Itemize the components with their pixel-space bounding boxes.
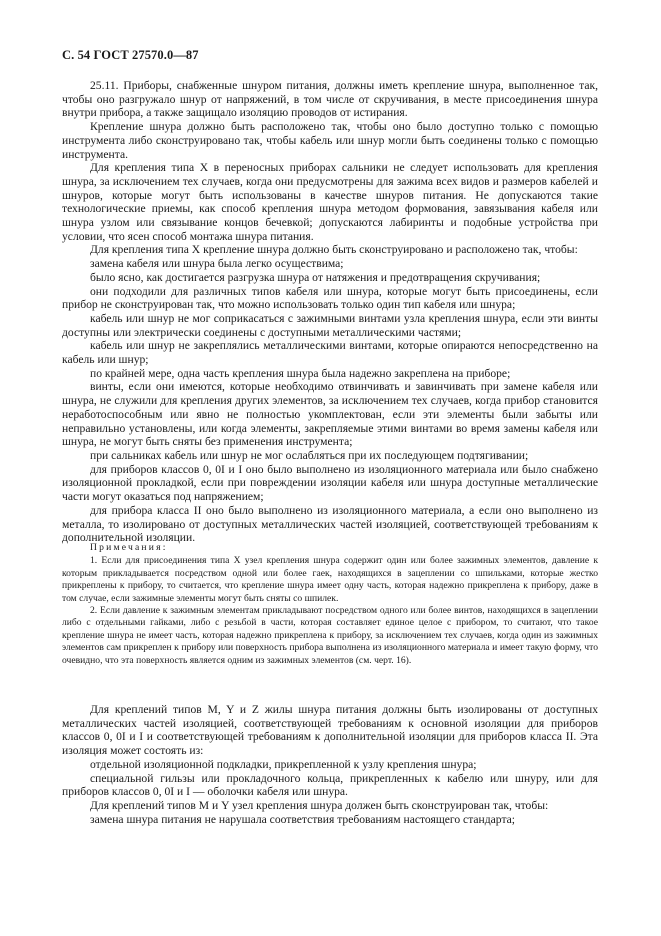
paragraph: Крепление шнура должно быть расположено так, чтобы оно было доступно только с помощью инструмента либо сконструировано так, чтобы кабель или шнур могли быть соединены только с помощью инструмента. bbox=[62, 120, 598, 161]
list-item: кабель или шнур не мог соприкасаться с зажимными винтами узла крепления шнура, если эти винты доступны или электрически соединены с доступными металлическими частями; bbox=[62, 311, 598, 339]
list-item: кабель или шнур не закреплялись металлическими винтами, которые опираются непосредственно на кабель или шнур; bbox=[62, 339, 598, 367]
paragraph: 25.11. Приборы, снабженные шнуром питания, должны иметь крепление шнура, выполненное так, чтобы оно разгружало шнур от напряжений, в том числе от скручивания, в месте присоединения шнура внутри прибора, а также защищало изоляцию проводов от истирания. bbox=[62, 79, 598, 120]
list-item: по крайней мере, одна часть крепления шнура была надежно закреплена на приборе; bbox=[90, 366, 511, 380]
notes-title: Примечания: bbox=[90, 542, 168, 553]
list-item: замена кабеля или шнура была легко осуществима; bbox=[90, 257, 344, 271]
list-item: для прибора класса II оно было выполнено из изоляционного материала, а если оно выполнено из металла, то изолировано от доступных металлических частей изоляцией, соответствующей требованиям к дополнительной изоляции. bbox=[62, 503, 598, 545]
paragraph: Для крепления типа X крепление шнура должно быть сконструировано и расположено так, чтобы: bbox=[90, 243, 578, 257]
main-text bbox=[62, 79, 598, 545]
list-item: для приборов классов 0, 0I и I оно было выполнено из изоляционного материала или было снабжено изоляционной прокладкой, если при повреждении изоляции кабеля или шнура доступные металлические части могут оказаться под напряжением; bbox=[62, 462, 598, 504]
paragraph: Для креплений типов M и Y узел крепления шнура должен быть сконструирован так, чтобы: bbox=[90, 798, 549, 812]
list-item: при сальниках кабель или шнур не мог ослабляться при их последующем подтягивании; bbox=[90, 448, 529, 462]
list-item: было ясно, как достигается разгрузка шнура от натяжения и предотвращения скручивания; bbox=[90, 270, 541, 284]
note-item: 1. Если для присоединения типа X узел крепления шнура содержит один или более зажимных элементов, давление к которым прикладывается посредством одной или более гаек, находящихся в зацеплении со шпильками, которые жестко прикреплены к прибору, то считается, что крепление шнура имеет одну часть, которая надежно прикреплена к прибору, даже в том случае, если зажимные элементы могут быть сняты со шпилек. bbox=[62, 555, 598, 604]
list-item: специальной гильзы или прокладочного кольца, прикрепленных к кабелю или шнуру, или для приборов классов 0, 0I и I — оболочки кабеля или шнура. bbox=[62, 771, 598, 799]
list-item: винты, если они имеются, которые необходимо отвинчивать и завинчивать при замене кабеля или шнура, не служили для крепления других элементов, за исключением тех случаев, когда прибор становится неработоспособным или явно не полностью укомплектован, если эти элементы были забыты или неправильно установлены, или когда элементы, закрепляемые этими винтами во время замены кабеля или шнура, не могут быть сняты без применения инструмента; bbox=[62, 380, 598, 449]
note-item: 2. Если давление к зажимным элементам прикладывают посредством одного или более винтов, находящихся в зацеплении либо с отдельными гайками, либо с резьбой в части, которая составляет единое целое с прибором, то считают, что такое крепление шнура не имеет часть, которая надежно прикреплена к прибору, за исключением тех случаев, когда один из зажимных элементов сам прикреплен к прибору или поверхность прибора выполнена из изоляционного материала и имеет такую форму, что очевидно, что эта поверхность является одним из зажимных элементов (см. черт. 16). bbox=[62, 605, 598, 666]
page-header: С. 54 ГОСТ 27570.0—87 bbox=[62, 48, 199, 62]
list-item: отдельной изоляционной подкладки, прикрепленной к узлу крепления шнура; bbox=[90, 757, 477, 771]
list-item: замена шнура питания не нарушала соответствия требованиям настоящего стандарта; bbox=[90, 812, 516, 826]
continuation-text bbox=[62, 703, 598, 826]
paragraph: Для крепления типа X в переносных приборах сальники не следует использовать для крепления шнура, за исключением тех случаев, когда они предусмотрены для зажима всех видов и размеров кабелей и шнуров, которые могут быть использованы в качестве шнуров питания. Не допускаются такие технологические приемы, как способ крепления шнура методом формования, завязывания кабеля или шнура узлом или связывание концов бечевкой; допускаются лабиринты и подобные устройства при условии, что ясен способ монтажа шнура питания. bbox=[62, 161, 598, 243]
paragraph: Для креплений типов M, Y и Z жилы шнура питания должны быть изолированы от доступных металлических частей изоляцией, соответствующей требованиям к основной изоляции для приборов классов 0, 0I и I и соответствующей требованиям к дополнительной изоляции для приборов класса II. Эта изоляция может состоять из: bbox=[62, 703, 598, 758]
list-item: они подходили для различных типов кабеля или шнура, которые могут быть присоединены, если прибор не сконструирован так, что можно использовать только один тип кабеля или шнура; bbox=[62, 284, 598, 312]
notes-block bbox=[62, 542, 598, 667]
